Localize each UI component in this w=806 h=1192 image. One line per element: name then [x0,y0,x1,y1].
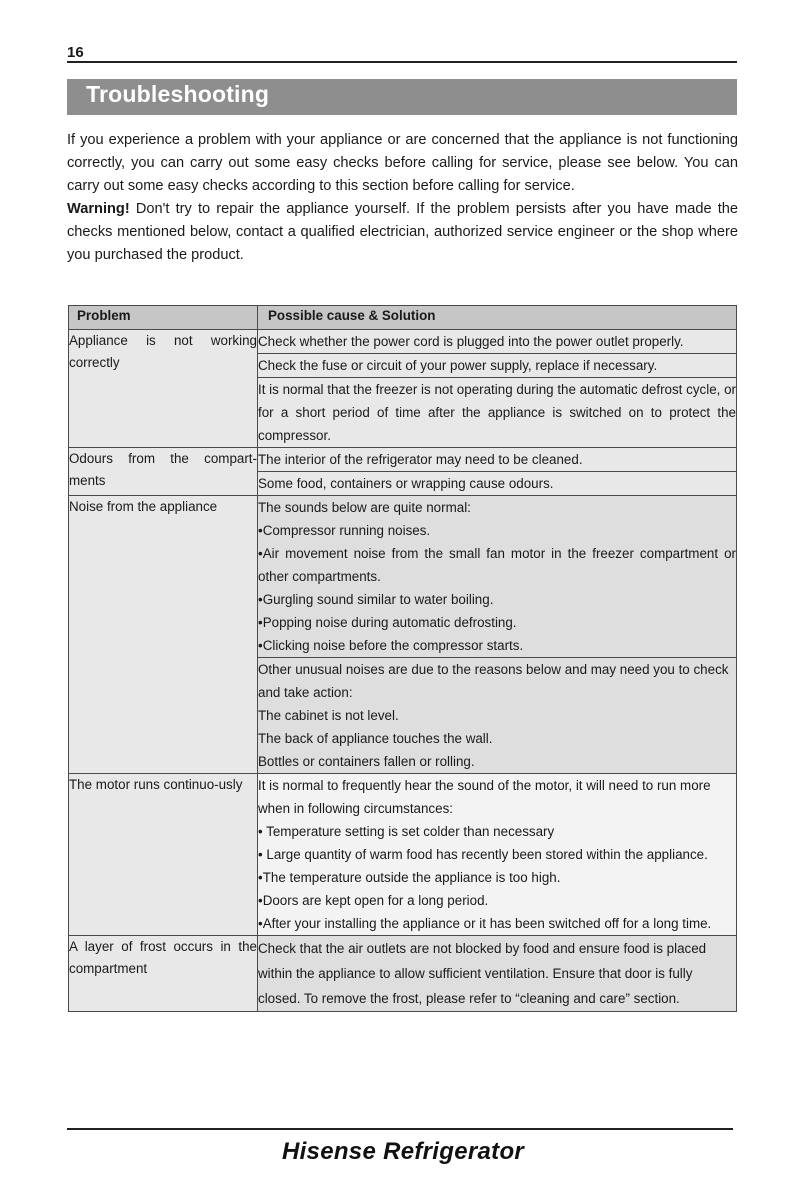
problem-cell: Odours from the compart-ments [69,448,258,496]
warning-paragraph [67,198,738,267]
footer-divider [67,1128,733,1130]
solution-line: •Doors are kept open for a long period. [258,893,489,908]
table-row [69,330,737,354]
intro-text [67,129,738,267]
solution-line: • Temperature setting is set colder than necessary [258,824,555,839]
table-header-row [69,306,737,330]
solution-line: It is normal to frequently hear the sound of the motor, it will need to run more when in following circumstances: [258,778,711,816]
solution-line: Other unusual noises are due to the reasons below and may need you to check and take action: [258,662,729,700]
problem-cell: The motor runs continuo-usly [69,774,258,936]
intro-paragraph: If you experience a problem with your appliance or are concerned that the appliance is not functioning correctly, you can carry out some easy checks before calling for service, please see below. You can carry out some easy checks according to this section before calling for service. [67,132,738,194]
solution-cell: Check that the air outlets are not blocked by food and ensure food is placed within the appliance to allow sufficient ventilation. Ensure that door is fully closed. To remove the frost, please refer to “cleaning and care” section. [258,936,737,1012]
solution-line: •Popping noise during automatic defrosting. [258,615,517,630]
table-row [69,936,737,1012]
table-row [69,496,737,658]
solution-line: The back of appliance touches the wall. [258,731,493,746]
solution-line: The cabinet is not level. [258,708,399,723]
page-number: 16 [67,44,84,61]
table-row [69,448,737,472]
problem-cell: Appliance is not working correctly [69,330,258,448]
header-divider [67,61,737,63]
troubleshooting-table [68,305,737,1012]
solution-line: Bottles or containers fallen or rolling. [258,754,475,769]
solution-line: •The temperature outside the appliance is too high. [258,870,561,885]
solution-cell: Some food, containers or wrapping cause odours. [258,472,737,496]
warning-label: Warning! [67,201,130,217]
section-title-bar [67,79,737,115]
solution-cell: It is normal that the freezer is not operating during the automatic defrost cycle, or for a short period of time after the appliance is switched on to protect the compressor. [258,378,737,448]
solution-line: •Clicking noise before the compressor starts. [258,638,524,653]
table-row [69,774,737,936]
solution-line: •After your installing the appliance or it has been switched off for a long time. [258,916,712,931]
solution-line: •Gurgling sound similar to water boiling. [258,592,494,607]
solution-cell [258,496,737,658]
solution-line: •Air movement noise from the small fan motor in the freezer compartment or other compartments. [258,546,736,584]
solution-line: The sounds below are quite normal: [258,500,471,515]
header-solution: Possible cause & Solution [258,306,737,330]
problem-cell: Noise from the appliance [69,496,258,774]
solution-cell: The interior of the refrigerator may need to be cleaned. [258,448,737,472]
solution-cell: Check whether the power cord is plugged into the power outlet properly. [258,330,737,354]
problem-cell: A layer of frost occurs in the compartment [69,936,258,1012]
solution-cell [258,658,737,774]
footer-brand: Hisense Refrigerator [281,1138,525,1165]
warning-text: Don't try to repair the appliance yourself. If the problem persists after you have made the checks mentioned below, contact a qualified electrician, authorized service engineer or the shop where you purchased the product. [67,201,738,263]
solution-line: •Compressor running noises. [258,523,431,538]
header-problem: Problem [69,306,258,330]
solution-line: • Large quantity of warm food has recently been stored within the appliance. [258,847,708,862]
solution-cell [258,774,737,936]
solution-cell: Check the fuse or circuit of your power supply, replace if necessary. [258,354,737,378]
section-title: Troubleshooting [86,81,270,107]
